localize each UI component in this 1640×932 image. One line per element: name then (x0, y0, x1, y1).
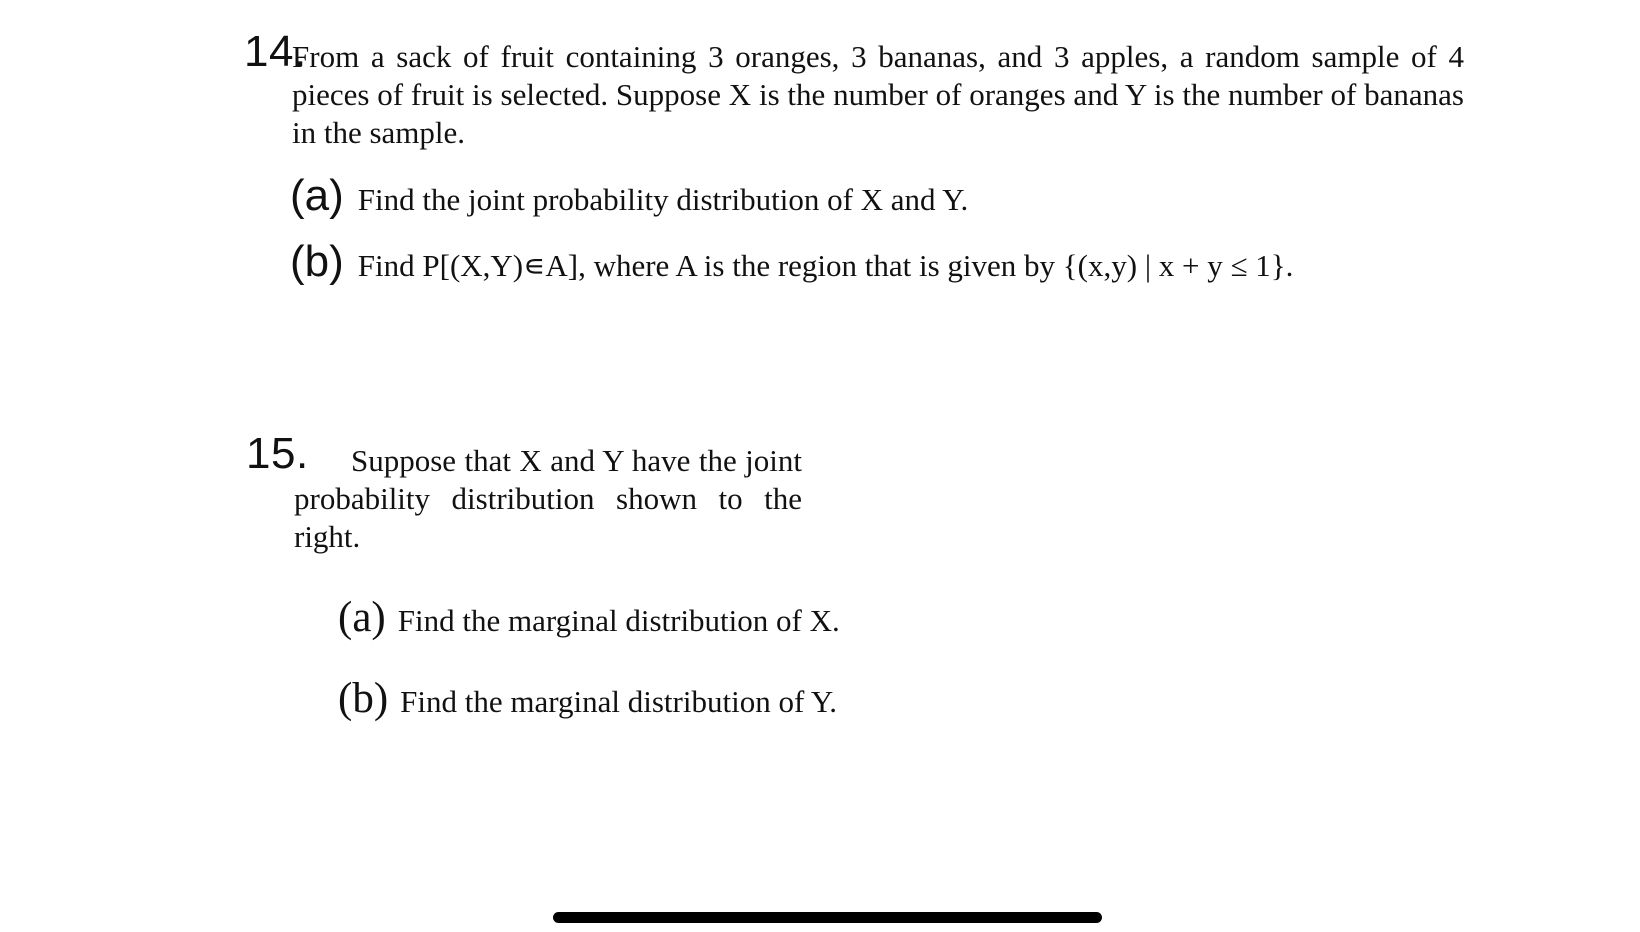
question-15-part-a (338, 596, 840, 639)
question-14-part-b (290, 237, 1294, 286)
question-15-text (294, 442, 802, 555)
question-15-part-b (338, 677, 837, 720)
question-14-text: From a sack of fruit containing 3 oranges, 3 bananas, and 3 apples, a random sample of 4 pieces of fruit is selected. Suppose X is the number of oranges and Y is the number of bananas in the sample. (292, 39, 1464, 150)
question-15-part-a-label: (a) (338, 594, 386, 641)
question-14-part-b-label: (b) (290, 237, 344, 286)
question-15-part-b-text: Find the marginal distribution of Y. (400, 684, 838, 719)
home-indicator-bar[interactable] (553, 912, 1102, 923)
question-15-part-b-label: (b) (338, 675, 389, 722)
question-14-part-a (290, 171, 969, 220)
question-14-number: 14. (244, 27, 307, 76)
question-15-text-content: Suppose that X and Y have the joint probability distribution shown to the right. (294, 443, 802, 554)
question-14-part-b-text: Find P[(X,Y)∊A], where A is the region that is given by {(x,y) | x + y ≤ 1}. (357, 248, 1294, 283)
question-15-part-a-text: Find the marginal distribution of X. (397, 603, 840, 638)
question-15-number: 15. (246, 429, 309, 478)
question-14-part-a-label: (a) (290, 171, 344, 220)
question-14-part-a-text: Find the joint probability distribution of X and Y. (357, 182, 969, 217)
